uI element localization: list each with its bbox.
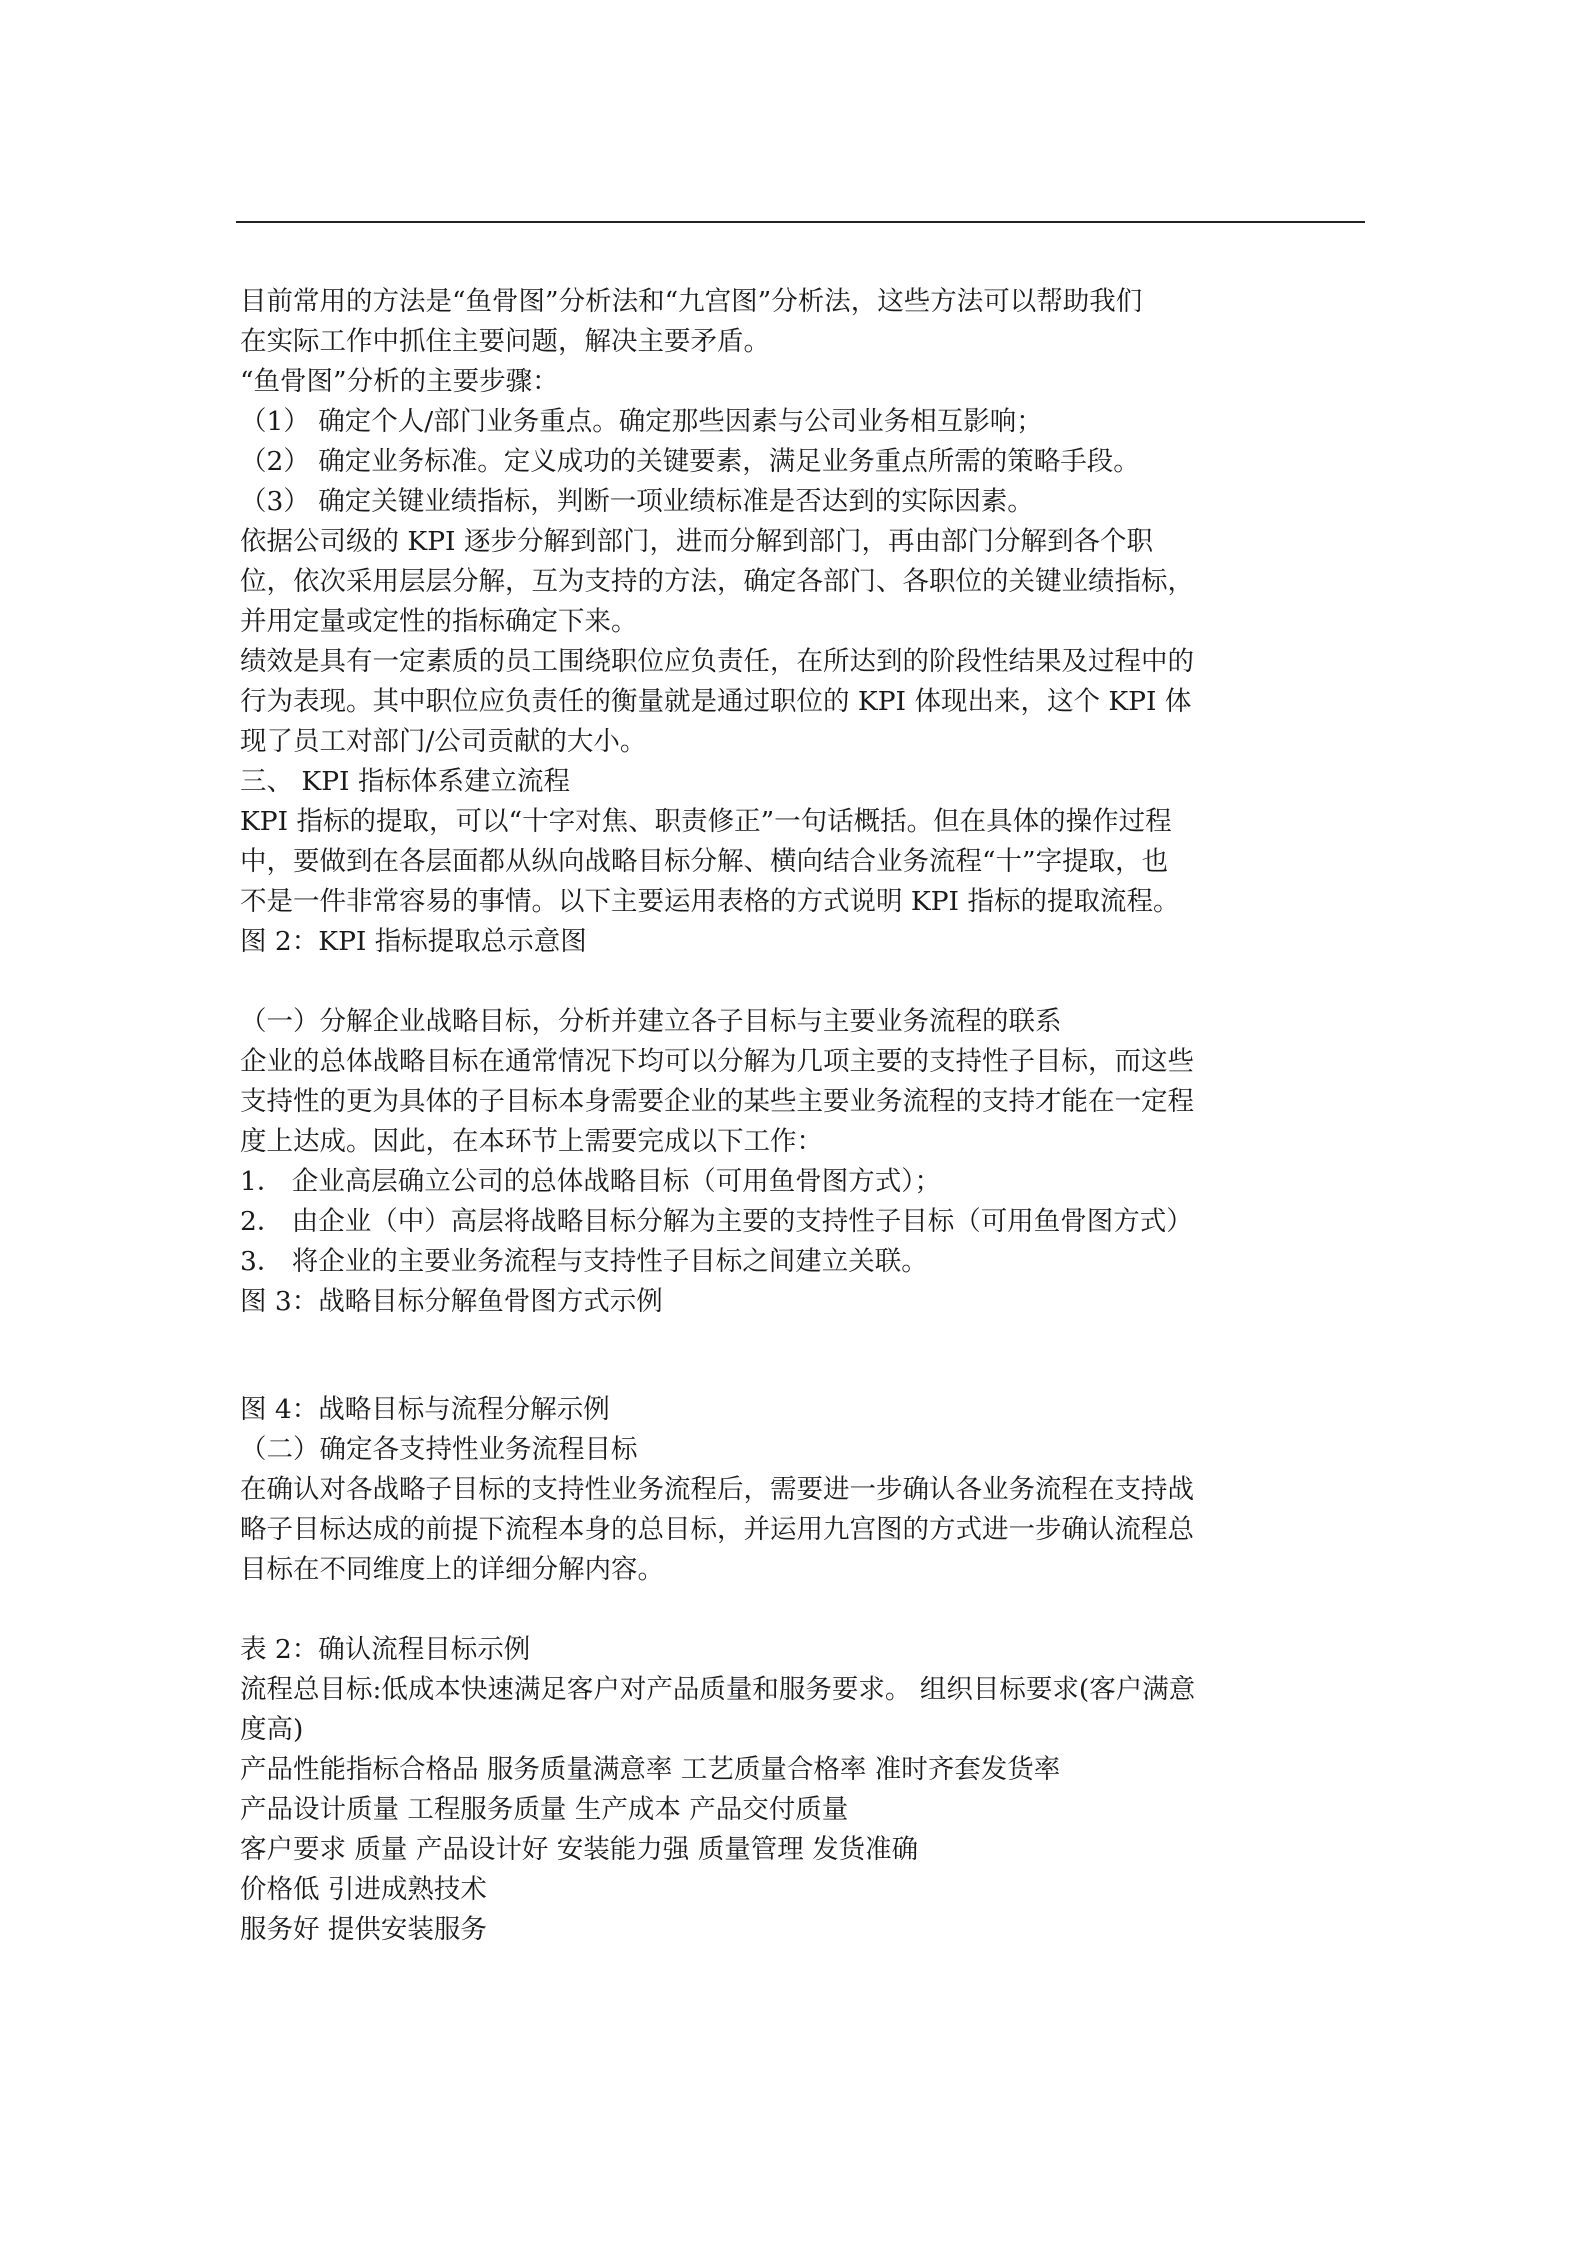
subsection-heading: （二）确定各支持性业务流程目标	[240, 1434, 638, 1465]
text-line: 目前常用的方法是“鱼骨图”分析法和“九宫图”分析法，这些方法可以帮助我们	[240, 286, 1143, 317]
text-line: 目标在不同维度上的详细分解内容。	[240, 1554, 664, 1585]
text-line: 客户要求 质量 产品设计好 安装能力强 质量管理 发货准确	[240, 1834, 919, 1865]
text-line: 现了员工对部门/公司贡献的大小。	[240, 726, 647, 757]
text-line: 中，要做到在各层面都从纵向战略目标分解、横向结合业务流程“十”字提取，也	[240, 846, 1169, 877]
list-item: 3． 将企业的主要业务流程与支持性子目标之间建立关联。	[240, 1246, 928, 1277]
text-line: 度高)	[240, 1714, 304, 1745]
table-caption: 表 2：确认流程目标示例	[240, 1634, 531, 1665]
text-line: 依据公司级的 KPI 逐步分解到部门，进而分解到部门，再由部门分解到各个职	[240, 526, 1153, 557]
blank-line	[240, 1322, 1370, 1390]
text-line: （1） 确定个人/部门业务重点。确定那些因素与公司业务相互影响；	[240, 406, 1043, 437]
blank-line	[240, 962, 1370, 1002]
text-line: 企业的总体战略目标在通常情况下均可以分解为几项主要的支持性子目标，而这些	[240, 1046, 1194, 1077]
text-line: 位，依次采用层层分解，互为支持的方法，确定各部门、各职位的关键业绩指标，	[240, 566, 1194, 597]
text-line: “鱼骨图”分析的主要步骤：	[240, 366, 559, 397]
text-line: 不是一件非常容易的事情。以下主要运用表格的方式说明 KPI 指标的提取流程。	[240, 886, 1180, 917]
text-line: 服务好 提供安装服务	[240, 1914, 487, 1945]
text-line: （3） 确定关键业绩指标，判断一项业绩标准是否达到的实际因素。	[240, 486, 1034, 517]
list-item: 2． 由企业（中）高层将战略目标分解为主要的支持性子目标（可用鱼骨图方式）	[240, 1206, 1193, 1237]
text-line: 在确认对各战略子目标的支持性业务流程后，需要进一步确认各业务流程在支持战	[240, 1474, 1194, 1505]
text-line: 产品性能指标合格品 服务质量满意率 工艺质量合格率 准时齐套发货率	[240, 1754, 1061, 1785]
text-line: 绩效是具有一定素质的员工围绕职位应负责任，在所达到的阶段性结果及过程中的	[240, 646, 1194, 677]
text-line: 流程总目标:低成本快速满足客户对产品质量和服务要求。 组织目标要求(客户满意	[240, 1674, 1196, 1705]
text-line: 在实际工作中抓住主要问题，解决主要矛盾。	[240, 326, 770, 357]
figure-caption: 图 2：KPI 指标提取总示意图	[240, 926, 587, 957]
text-line: 度上达成。因此，在本环节上需要完成以下工作：	[240, 1126, 823, 1157]
text-line: KPI 指标的提取，可以“十字对焦、职责修正”一句话概括。但在具体的操作过程	[240, 806, 1172, 837]
text-line: 行为表现。其中职位应负责任的衡量就是通过职位的 KPI 体现出来，这个 KPI 体	[240, 686, 1192, 717]
text-line: 价格低 引进成熟技术	[240, 1874, 487, 1905]
text-line: 支持性的更为具体的子目标本身需要企业的某些主要业务流程的支持才能在一定程	[240, 1086, 1194, 1117]
list-item: 1． 企业高层确立公司的总体战略目标（可用鱼骨图方式）；	[240, 1166, 942, 1197]
figure-caption: 图 4：战略目标与流程分解示例	[240, 1394, 610, 1425]
document-body	[240, 282, 1370, 1950]
text-line: （2） 确定业务标准。定义成功的关键要素，满足业务重点所需的策略手段。	[240, 446, 1140, 477]
header-rule	[236, 221, 1365, 223]
text-line: 并用定量或定性的指标确定下来。	[240, 606, 638, 637]
blank-line	[240, 1590, 1370, 1630]
text-line: 略子目标达成的前提下流程本身的总目标，并运用九宫图的方式进一步确认流程总	[240, 1514, 1194, 1545]
figure-caption: 图 3：战略目标分解鱼骨图方式示例	[240, 1286, 663, 1317]
text-line: 产品设计质量 工程服务质量 生产成本 产品交付质量	[240, 1794, 849, 1825]
section-heading: 三、 KPI 指标体系建立流程	[240, 766, 570, 797]
subsection-heading: （一）分解企业战略目标，分析并建立各子目标与主要业务流程的联系	[240, 1006, 1062, 1037]
